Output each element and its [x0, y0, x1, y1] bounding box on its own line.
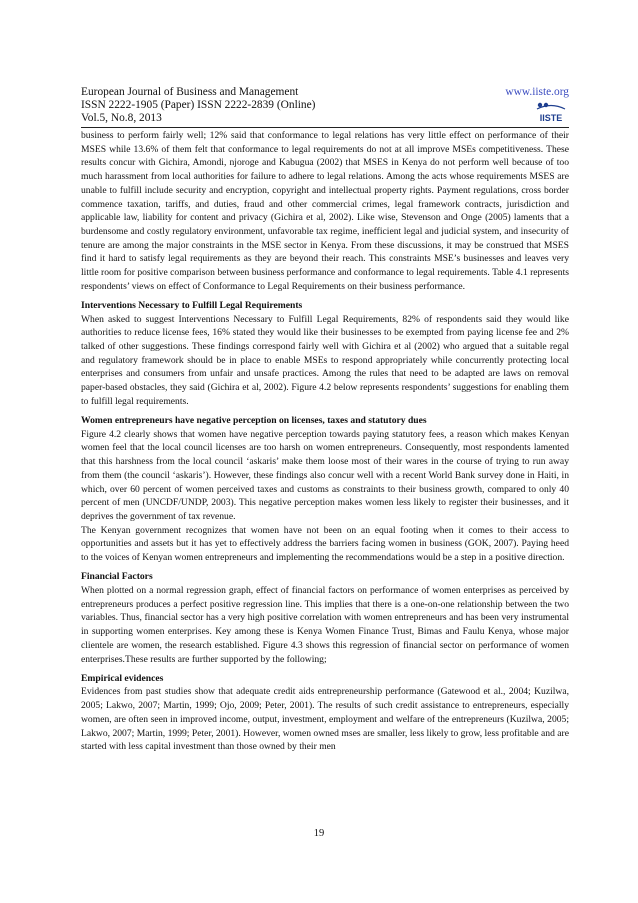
paragraph-financial-factors: When plotted on a normal regression graph, effect of financial factors on performance of women enterprises as perceived by entrepreneurs produces a perfect positive regression line. This implies that there is a one-on-one relationship between the two variables. Thus, financial sector has a very high positive correlation with women entrepreneurs and has been very instrumental in supporting women enterprises. Key among these is Kenya Women Finance Trust, Bimas and Faulu Kenya, whose major clientele are women, the research established. Figure 4.3 shows this regression of financial sector on performance of women enterprises.These results are further supported by the following;	[81, 585, 569, 665]
section-heading-financial-factors: Financial Factors	[81, 571, 153, 583]
section-heading-interventions: Interventions Necessary to Fulfill Legal Requirements	[81, 299, 303, 311]
section-heading-empirical-evidences: Empirical evidences	[81, 672, 164, 684]
paragraph-interventions: When asked to suggest Interventions Necessary to Fulfill Legal Requirements, 82% of respondents said they would like authorities to reduce license fees, 16% stated they would like their businesses to be exempted from paying license fee and 2% talked of other suggestions. These findings correspond fairly well with Gichira et al (2002) who argued that a suitable regal and regulatory framework should be in place to enable MSEs to respond appropriately while concurrently protecting local enterprises and consumers from unfair and unsafe practices. Among the rules that need to be adapted are laws on removal paper-based obstacles, they said (Gichira et al, 2002). Figure 4.2 below represents respondents’ suggestions for enabling them to fulfill legal requirements.	[81, 313, 569, 407]
iiste-logo	[535, 101, 567, 125]
logo-wordmark: IISTE	[539, 113, 563, 123]
journal-url-link[interactable]: www.iiste.org	[505, 86, 569, 98]
paragraph-negative-perception: Figure 4.2 clearly shows that women have negative perception towards paying statutory fees, a reason which makes Kenyan women feel that the local council licenses are too harsh on women entrepreneurs. Consequently, most respondents lamented that this harshness from the local council ‘askaris’ make them loose most of their wares in the course of trying to run away from them (the council ‘askaris’). However, these findings also concur well with a recent World Bank survey done in Haiti, in which, over 60 percent of women perceived taxes and customs as constraints to their business growth, compared to only 40 percent of men (UNCDF/UNDP, 2003). This negative perception makes women less likely to register their businesses, and it deprives the government of tax revenue.	[81, 428, 569, 522]
issn-line: ISSN 2222-1905 (Paper) ISSN 2222-2839 (Online)	[81, 99, 316, 111]
journal-title: European Journal of Business and Management	[81, 86, 299, 98]
running-header	[81, 86, 569, 126]
paragraph-legal-requirements: business to perform fairly well; 12% said that conformance to legal relations has very little effect on performance of their MSES while 13.6% of them felt that conformance to legal requirements do not at all improve MSEs competitiveness. These results concur with Gichira, Amondi, njoroge and Kabugua (2002) that MSES in Kenya do not perform well because of too much harassment from local authorities for failure to adhere to legal relations. Among the acts whose requirements MSES are unable to fulfill include security and encryption, copyright and intellectual property rights. Payment regulations, cross border commence taxation, tariffs, and duties, fraud and other commercial crimes, legal framework contracts, jurisdiction and applicable law, liability for content and privacy (Gichira et al, 2002). Like wise, Stevenson and Onge (2005) laments that a burdensome and costly regulatory environment, unfavorable tax regime, inefficient legal and judicial system, and insecurity of tenure are among the major constraints in the MSE sector in Kenya. From these discussions, it may be construed that MSES find it hard to satisfy legal requirements as they are beyond their reach. This constraints MSE’s businesses and leaves very little room for positive comparison between business performance and conformance to legal requirements. Table 4.1 represents respondents’ views on effect of Conformance to Legal Requirements on their business performance.	[81, 130, 569, 292]
header-divider	[81, 127, 569, 128]
page-number: 19	[313, 828, 325, 839]
section-heading-negative-perception: Women entrepreneurs have negative perception on licenses, taxes and statutory dues	[81, 415, 427, 427]
paragraph-empirical-evidences: Evidences from past studies show that adequate credit aids entrepreneurship performance (Gatewood et al., 2004; Kuzilwa, 2005; Lakwo, 2007; Martin, 1999; Ojo, 2009; Peter, 2001). The results of such credit assistance to entrepreneurs, especially women, are often seen in improved income, output, investment, employment and welfare of the entrepreneurs (Kuzilwa, 2005; Lakwo, 2007; Martin, 1999; Peter, 2001). However, women owned mses are smaller, less likely to grow, less profitable and are started with less capital investment than those owned by their men	[81, 686, 569, 753]
volume-line: Vol.5, No.8, 2013	[81, 112, 162, 124]
article-body	[81, 129, 569, 754]
paragraph-kenyan-government: The Kenyan government recognizes that women have not been on an equal footing when it comes to their access to opportunities and assets but it has yet to effectively address the barriers facing women in business (GOK, 2007). Paying heed to the voices of Kenyan women entrepreneurs and implementing the recommendations would be a step in a positive direction.	[81, 524, 569, 564]
